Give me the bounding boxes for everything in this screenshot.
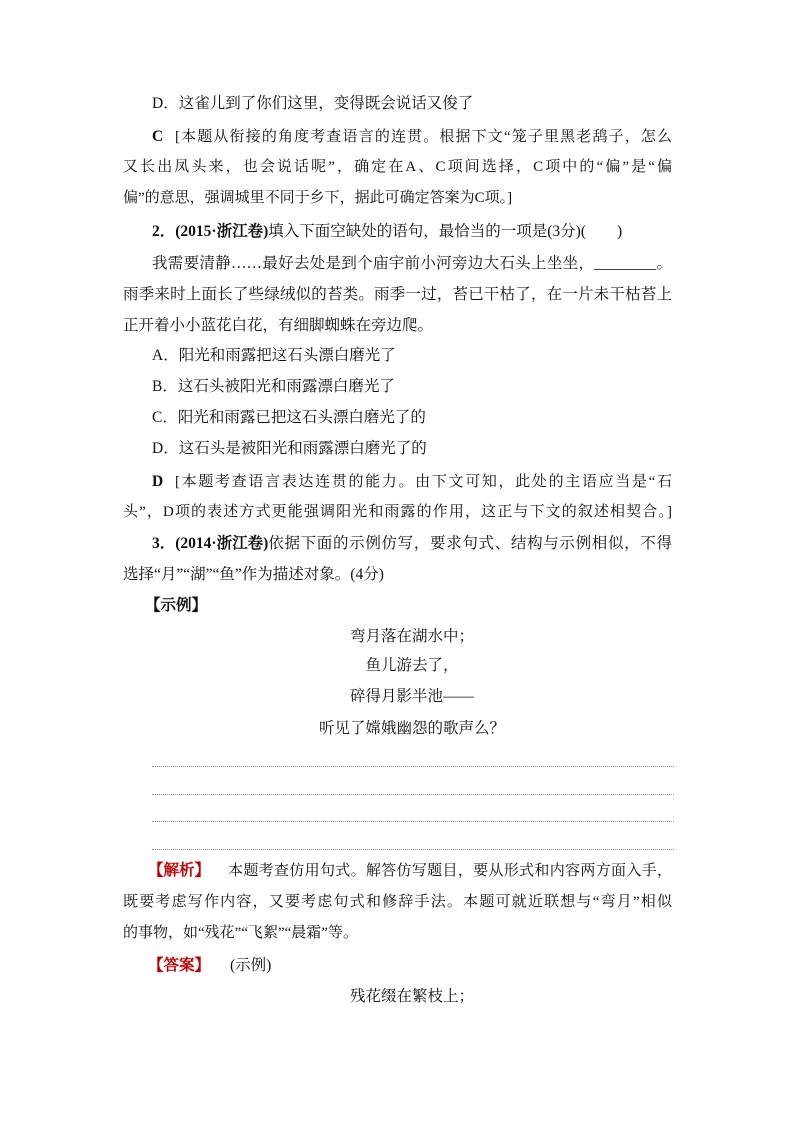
- q3-example-line: 弯月落在湖水中；: [349, 628, 474, 645]
- q2-passage-line: 我需要清静……最好去处是到个庙宇前小河旁边大石头上坐坐，________。: [152, 255, 672, 272]
- q3-analysis-line: 本题考查仿用句式。解答仿写题目，要从形式和内容两方面入手，: [228, 863, 672, 879]
- q3-example-line: 鱼儿游去了，: [365, 657, 459, 674]
- q1-analysis: [152, 127, 672, 147]
- q1-analysis-line: 偏”的意思，强调城里不同于乡下，据此可确定答案为C项。]: [123, 190, 513, 206]
- q3-analysis-line: 既要考虑写作内容，又要考虑句式和修辞手法。本题可就近联想与“弯月”相似: [123, 894, 672, 910]
- q2-option-b: B．这石头被阳光和雨露漂白磨光了: [152, 378, 395, 395]
- answer-blank-line: [152, 849, 674, 850]
- q3-analysis: [148, 861, 672, 881]
- q2-source: (2015·浙江卷): [175, 223, 269, 240]
- q2-passage-line: 雨季来时上面长了些绿绒似的苔类。雨季一过，苔已干枯了，在一片未干枯苔上: [123, 286, 672, 303]
- q3-example-line: 听见了嫦娥幽怨的歌声么？: [318, 720, 505, 737]
- q2-analysis-line: [本题考查语言表达连贯的能力。由下文可知，此处的主语应当是“石: [175, 474, 672, 490]
- q2-option-d: D．这石头是被阳光和雨露漂白磨光了的: [152, 440, 427, 457]
- q3-answer-line: 残花缀在繁枝上；: [349, 988, 474, 1005]
- q2-number: 2．: [152, 223, 176, 240]
- q1-option-d: D．这雀儿到了你们这里，变得既会说话又俊了: [152, 95, 474, 112]
- q2-analysis-line: 头”，D项的表述方式更能强调阳光和雨露的作用，这正与下文的叙述相契合。]: [123, 504, 672, 520]
- answer-blank-line: [152, 821, 674, 822]
- q1-answer-letter: C: [152, 128, 164, 145]
- q2-answer-letter: D: [152, 473, 164, 490]
- q3-analysis-line: 的事物，如“残花”“飞絮”“晨霜”等。: [123, 925, 358, 941]
- q3-example-line: 碎得月影半池——: [349, 688, 474, 705]
- q3-answer-note: (示例): [230, 957, 272, 974]
- q2-stem: 填入下面空缺处的语句，最恰当的一项是(3分)( ): [268, 223, 623, 240]
- q3-example-label: 【示例】: [145, 597, 208, 614]
- q3-answer-label: 【答案】: [148, 957, 211, 974]
- q3-source: (2014·浙江卷): [175, 535, 269, 552]
- q3-header: [152, 534, 672, 554]
- q1-analysis-line: 又长出凤头来，也会说话呢”，确定在A、C项间选择，C项中的“偏”是“偏: [123, 159, 672, 175]
- q2-option-c: C．阳光和雨露已把这石头漂白磨光了的: [152, 409, 426, 426]
- q2-analysis: [152, 472, 672, 492]
- answer-blank-line: [152, 766, 674, 767]
- q2-header: [152, 222, 622, 242]
- q2-passage-line: 正开着小小蓝花白花，有细脚蜘蛛在旁边爬。: [123, 317, 434, 334]
- q2-option-a: A．阳光和雨露把这石头漂白磨光了: [152, 347, 396, 364]
- q1-analysis-line: [本题从衔接的角度考查语言的连贯。根据下文“笼子里黑老鸹子，怎么: [175, 129, 672, 145]
- q3-analysis-label: 【解析】: [148, 862, 211, 879]
- q3-answer: [148, 956, 271, 976]
- answer-blank-line: [152, 794, 674, 795]
- q3-number: 3．: [152, 535, 176, 552]
- q3-stem-line: 依据下面的示例仿写，要求句式、结构与示例相似，不得: [268, 535, 672, 552]
- q3-stem-line: 选择“月”“湖”“鱼”作为描述对象。(4分): [123, 566, 384, 583]
